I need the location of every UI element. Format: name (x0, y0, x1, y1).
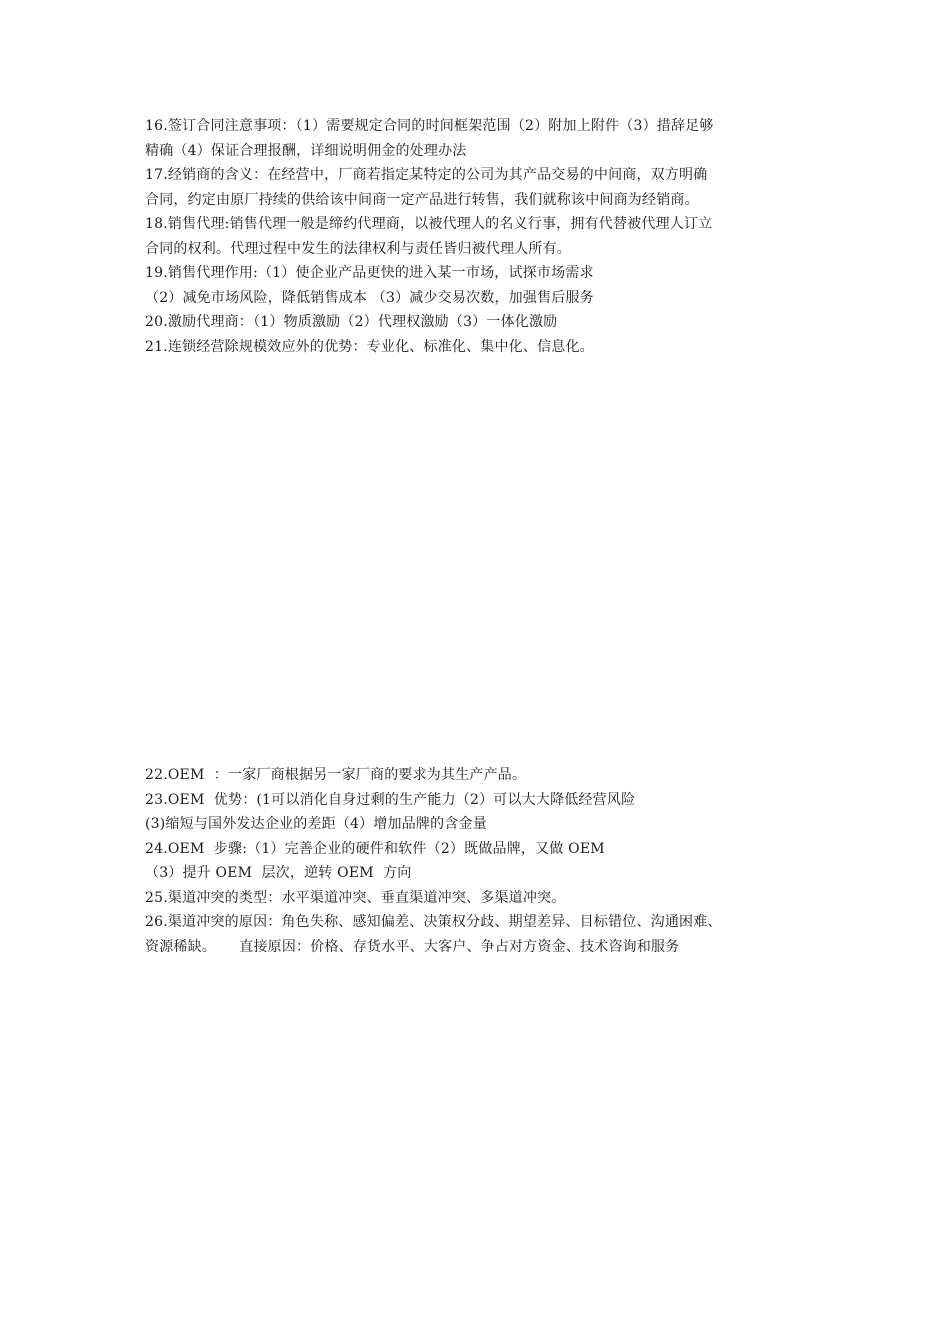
text-line: 20.激励代理商：（1）物质激励（2）代理权激励（3）一体化激励 (145, 314, 558, 330)
text-line: 18.销售代理:销售代理一般是缔约代理商，以被代理人的名义行事，拥有代替被代理人订立 (145, 216, 713, 232)
text-line: （3）提升 OEM 层次，逆转 OEM 方向 (145, 865, 412, 881)
text-line: 21.连锁经营除规模效应外的优势：专业化、标准化、集中化、信息化。 (145, 338, 594, 355)
text-line: 22.OEM ：一家厂商根据另一家厂商的要求为其生产产品。 (145, 767, 527, 783)
text-line: 资源稀缺。 直接原因：价格、存货水平、大客户、争占对方资金、技术咨询和服务 (145, 938, 680, 955)
text-line: 25.渠道冲突的类型：水平渠道冲突、垂直渠道冲突、多渠道冲突。 (145, 889, 566, 906)
text-line: 17.经销商的含义：在经营中，厂商若指定某特定的公司为其产品交易的中间商，双方明确 (145, 167, 708, 183)
text-line: 19.销售代理作用:（1）使企业产品更快的进入某一市场，试探市场需求 (145, 265, 594, 281)
text-line: 合同的权利。代理过程中发生的法律权利与责任皆归被代理人所有。 (145, 240, 571, 257)
text-block-top (145, 114, 815, 359)
text-line: 24.OEM 步骤:（1）完善企业的硬件和软件（2）既做品牌，又做 OEM (145, 840, 605, 857)
text-line: 合同，约定由原厂持续的供给该中间商一定产品进行转售，我们就称该中间商为经销商。 (145, 191, 699, 208)
text-line: 16.签订合同注意事项：（1）需要规定合同的时间框架范围（2）附加上附件（3）措辞足够 (145, 118, 714, 134)
text-line: 23.OEM 优势：(1可以消化自身过剩的生产能力（2）可以大大降低经营风险 (145, 791, 636, 808)
text-line: (3)缩短与国外发达企业的差距（4）增加品牌的含金量 (145, 816, 487, 832)
text-line: 26.渠道冲突的原因：角色失称、感知偏差、决策权分歧、期望差异、目标错位、沟通困难、 (145, 914, 722, 930)
text-line: （2）减免市场风险，降低销售成本 （3）减少交易次数，加强售后服务 (145, 289, 594, 306)
text-block-bottom (145, 763, 815, 959)
text-line: 精确（4）保证合理报酬，详细说明佣金的处理办法 (145, 142, 467, 159)
